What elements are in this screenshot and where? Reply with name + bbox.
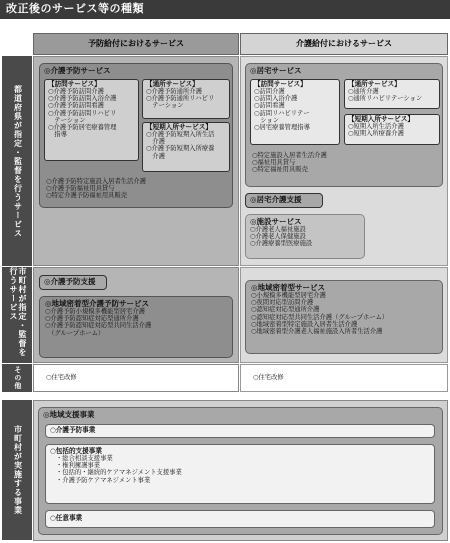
houmon-title-right: 【訪問サービス】 [254, 80, 307, 88]
houmon-item: ○介護予防訪問介護 [48, 88, 104, 96]
chiiki-service-box [245, 280, 443, 354]
shisetsu-service-box [245, 214, 365, 259]
tanki-item: ○介護予防短期入所療養 [146, 145, 215, 153]
tanki-group-left [142, 122, 230, 172]
tsusho-item: ○介護予防通所リハビリ [146, 95, 215, 103]
extras-right [252, 152, 327, 173]
chiiki-shien-title: ◎地域支援事業 [43, 410, 95, 419]
hokatsu-item: ・総合相談支援事業 [56, 455, 113, 463]
tsusho-title-left: 【通所サービス】 [146, 80, 199, 88]
kyotaku-service-box [245, 63, 443, 187]
houmon-group-left [44, 79, 139, 161]
chiiki-shien-jigyou-box [38, 407, 443, 535]
tanki-title-left: 【短期入所サービス】 [146, 123, 212, 131]
shisetsu-title: ◎施設サービス [250, 217, 302, 226]
tsusho-item: ○通所リハビリテーション [348, 95, 423, 103]
nini-jigyou-label: ○任意事業 [50, 514, 83, 522]
page-title: 改正後のサービス等の種類 [0, 0, 450, 19]
chiiki-item: ○地域密着型介護老人福祉施設入所者生活介護 [251, 327, 383, 335]
column-header-yobou: 予防給付におけるサービス [33, 33, 239, 55]
kyotaku-kaigo-shien: ◎居宅介護支援 [245, 193, 323, 208]
extra-item: ○介護予防福祉用具貸与 [46, 185, 115, 193]
extra-item: ○特定福祉用具販売 [252, 166, 308, 174]
tanki-item: ○短期入所療養介護 [348, 130, 404, 138]
hokatsu-item: ・権利擁護事業 [56, 462, 101, 470]
houmon-item: ○介護予防居宅療養管理 [48, 123, 117, 131]
row-label-municipal-project: 市町村が実施する事業 [2, 400, 32, 540]
chiiki-yobou-title: ◎地域密着型介護予防サービス [45, 299, 150, 308]
chiiki-yobou-item: ○介護予防認知症対応型通所介護 [45, 315, 139, 323]
row-label-prefecture: 都道府県が指定・監督を行うサービス [2, 56, 32, 266]
chiiki-item: ○認知症対応型通所介護 [251, 306, 320, 314]
tanki-item: 介護 [146, 152, 165, 160]
chiiki-yobou-service-box [39, 296, 233, 358]
extra-item: ○福祉用具貸与 [252, 159, 296, 167]
tanki-item: 介護 [146, 138, 165, 146]
tanki-item: ○短期入所生活介護 [348, 123, 404, 131]
houmon-item: ション [254, 116, 280, 124]
tsusho-item: ○介護予防通所介護 [146, 88, 202, 96]
chiiki-yobou-item: ○介護予防小規模多機能型居宅介護 [45, 308, 145, 316]
houmon-item: ○介護予防訪問看護 [48, 102, 104, 110]
hokatsu-item: ・介護予防ケアマネジメント事業 [56, 476, 151, 484]
shisetsu-item: ○介護老人保健施設 [250, 233, 306, 241]
yobou-jigyou-box [45, 424, 435, 438]
kyotaku-service-title: ◎居宅サービス [250, 66, 302, 75]
houmon-group-right [250, 79, 340, 145]
houmon-item: ○訪問入浴介護 [254, 95, 298, 103]
extra-item: ○特定施設入居者生活介護 [252, 152, 327, 159]
tsusho-group-left [142, 79, 230, 119]
chiiki-title: ◎地域密着型サービス [251, 283, 326, 292]
houmon-item: ○居宅療養管理指導 [254, 123, 310, 131]
chiiki-item: ○夜間対応型訪問介護 [251, 299, 314, 307]
chiiki-item: ○小規模多機能型居宅介護 [251, 292, 326, 300]
chiiki-item: ○認知症対応型共同生活介護（グループホーム） [251, 313, 389, 321]
hokatsu-title: ○包括的支援事業 [50, 447, 102, 455]
shisetsu-item: ○介護老人福祉施設 [250, 226, 306, 234]
kaigo-yobou-service-title: ◎介護予防サービス [44, 66, 111, 75]
other-left-item: ○住宅改修 [46, 374, 77, 381]
kaigo-yobou-shien: ◎介護予防支援 [39, 275, 107, 290]
yobou-jigyou-label: ○介護予防事業 [50, 426, 96, 434]
chiiki-yobou-item: ○介護予防認知症対応型共同生活介護 [45, 322, 152, 330]
hokatsu-jigyou-box [45, 444, 435, 504]
tsusho-item: ○通所介護 [348, 88, 379, 96]
tsusho-item: テーション [146, 102, 184, 110]
shisetsu-item: ○介護療養型医療施設 [250, 240, 313, 248]
tsusho-title-right: 【通所サービス】 [348, 80, 401, 88]
extras-left [46, 178, 146, 199]
houmon-item: ○訪問介護 [254, 88, 285, 96]
houmon-item: ○訪問リハビリテー [254, 109, 310, 117]
houmon-title-left: 【訪問サービス】 [48, 80, 101, 88]
hokatsu-item: ・包括的・継続的ケアマネジメント支援事業 [56, 469, 182, 477]
nini-jigyou-box [45, 510, 435, 528]
column-header-kaigo: 介護給付におけるサービス [240, 33, 448, 55]
houmon-item: テーション [48, 116, 86, 124]
houmon-item: 指導 [48, 130, 67, 138]
tsusho-group-right [344, 79, 440, 109]
houmon-item: ○訪問看護 [254, 102, 285, 110]
row-label-municipal-designated: 市町村が指定・監督を行うサービス [2, 267, 32, 363]
houmon-item: ○介護予防訪問入浴介護 [48, 95, 117, 103]
kaigo-yobou-service-box [39, 63, 233, 208]
tanki-title-right: 【短期入所サービス】 [348, 115, 414, 123]
chiiki-item: ○地域密着型特定施設入居者生活介護 [251, 320, 358, 328]
other-right-item: ○住宅改修 [253, 374, 284, 381]
extra-item: ○介護予防特定施設入居者生活介護 [46, 178, 146, 185]
row-label-other: その他 [2, 364, 32, 392]
tanki-group-right [344, 114, 440, 145]
tanki-item: ○介護予防短期入所生活 [146, 131, 215, 139]
extra-item: ○特定介護予防福祉用具販売 [46, 192, 128, 200]
houmon-item: ○介護予防訪問リハビリ [48, 109, 117, 117]
chiiki-yobou-item: （グループホーム） [45, 329, 105, 337]
